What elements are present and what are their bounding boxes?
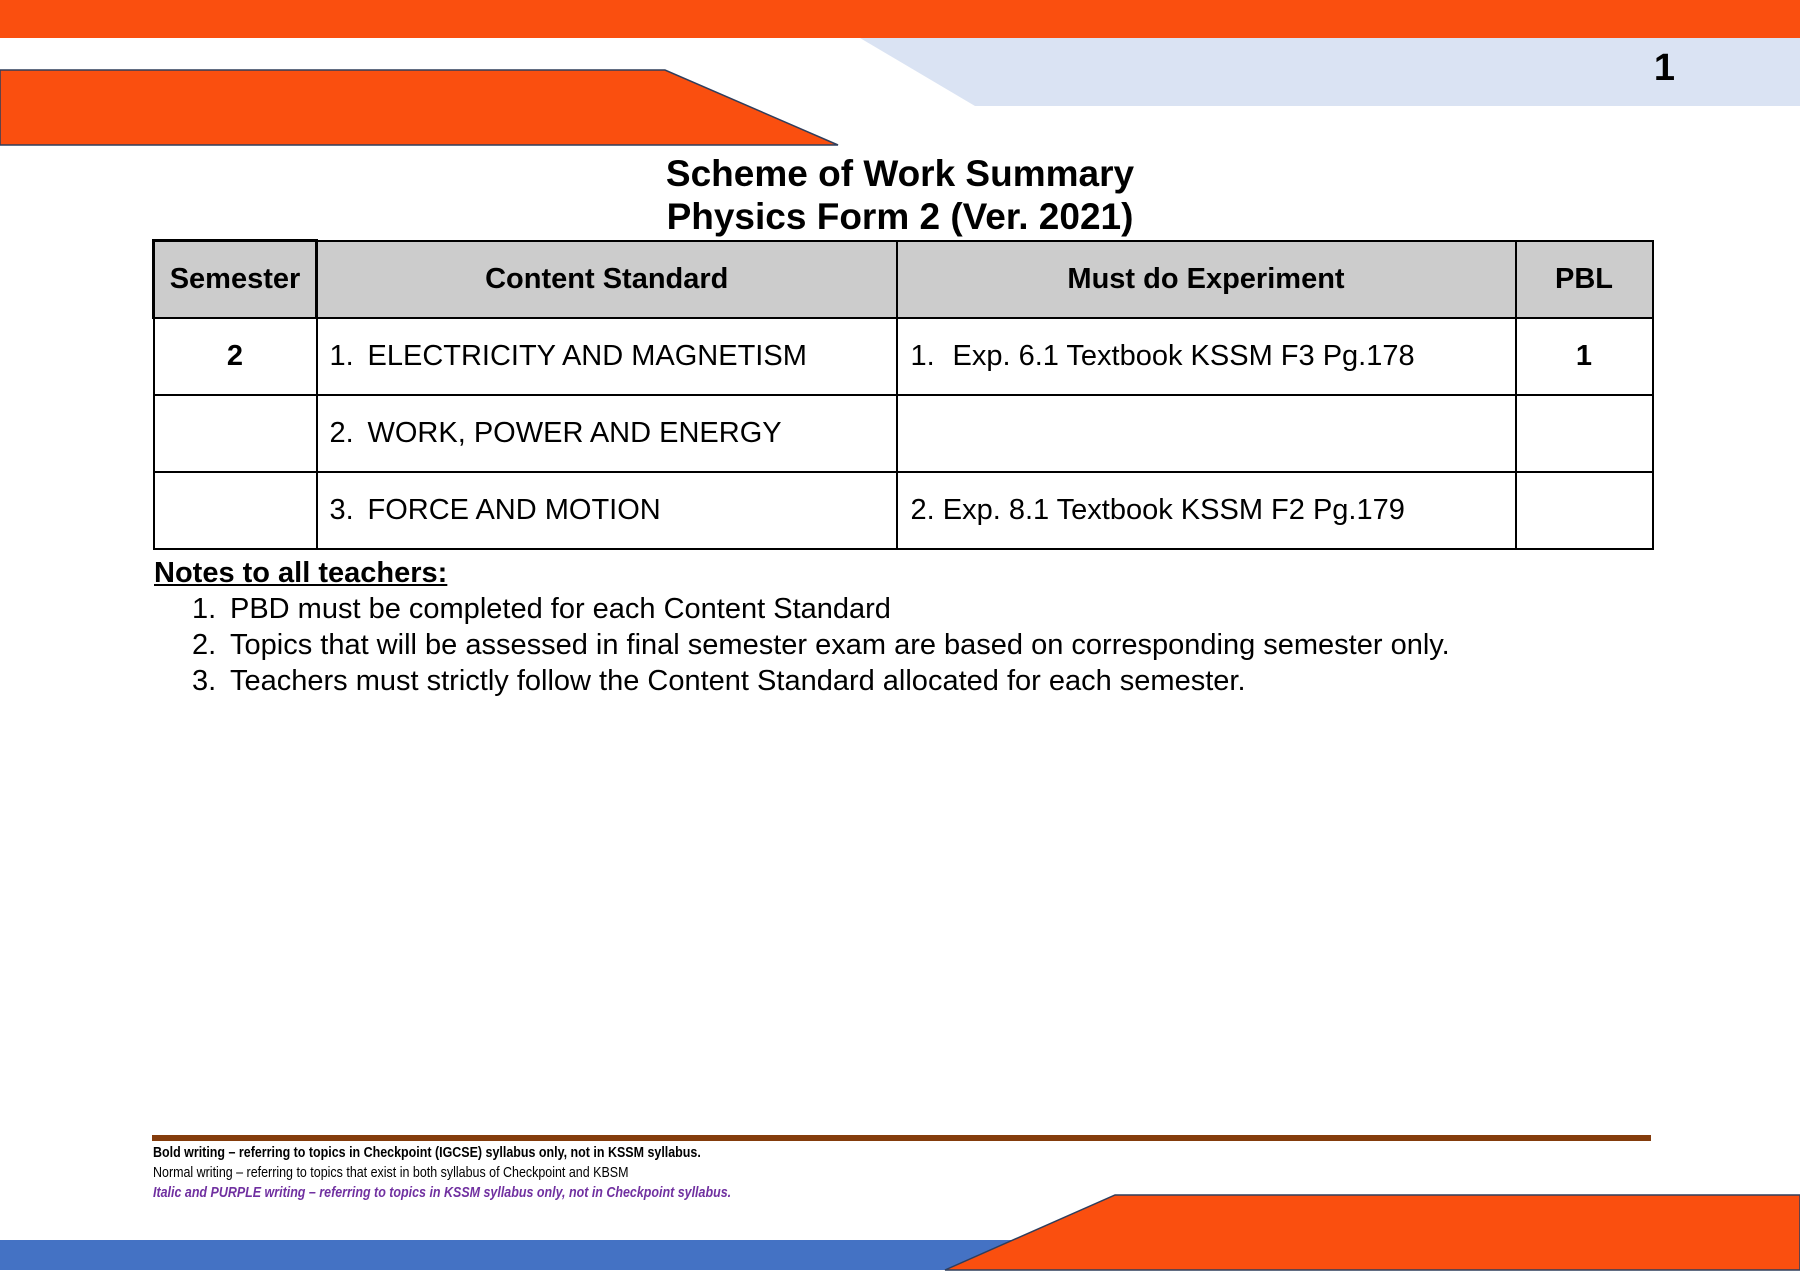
formatting-legend [153,1143,1271,1203]
semester-cell [154,395,317,472]
table-row [154,318,1653,395]
content-standard-cell [317,318,897,395]
footer-divider [152,1135,1651,1141]
pbl-cell [1516,472,1653,549]
pbl-cell [1516,395,1653,472]
experiment-cell: 2. Exp. 8.1 Textbook KSSM F2 Pg.179 [897,472,1516,549]
note-text: Teachers must strictly follow the Content Standard allocated for each semester. [230,665,1246,697]
content-number: 3. [329,494,354,526]
notes-heading: Notes to all teachers: [154,557,448,589]
content-text: FORCE AND MOTION [367,494,661,526]
note-number: 3. [192,665,217,697]
teacher-notes [154,555,1654,699]
experiment-cell [897,395,1516,472]
column-header-experiment: Must do Experiment [897,241,1516,319]
legend-bold-line: Bold writing – referring to topics in Checkpoint (IGCSE) syllabus only, not in KSSM syllabus. [153,1145,701,1161]
scheme-of-work-table [152,239,1654,550]
content-number: 1. [329,340,354,372]
top-orange-bar [0,0,1800,38]
list-item [154,627,1654,663]
experiment-number: 1. [910,340,935,372]
page-subtitle: Physics Form 2 (Ver. 2021) [666,196,1134,237]
note-text: PBD must be completed for each Content Standard [230,593,891,625]
content-standard-cell [317,472,897,549]
table-header-row [154,241,1653,319]
column-header-content-standard: Content Standard [317,241,897,319]
content-text: WORK, POWER AND ENERGY [367,417,782,449]
list-item [154,663,1654,699]
experiment-text: Exp. 6.1 Textbook KSSM F3 Pg.178 [952,340,1415,372]
content-text: ELECTRICITY AND MAGNETISM [367,340,807,372]
semester-cell: 2 [154,318,317,395]
semester-cell [154,472,317,549]
column-header-semester: Semester [154,241,317,319]
pbl-cell: 1 [1516,318,1653,395]
note-number: 2. [192,629,217,661]
bottom-right-orange-tab [945,1195,1800,1270]
content-standard-cell [317,395,897,472]
note-number: 1. [192,593,217,625]
column-header-pbl: PBL [1516,241,1653,319]
legend-italic-line: Italic and PURPLE writing – referring to topics in KSSM syllabus only, not in Checkpoint syllabus. [153,1185,732,1201]
content-number: 2. [329,417,354,449]
table-row [154,395,1653,472]
top-left-orange-tab [0,70,838,145]
table-row [154,472,1653,549]
page-title: Scheme of Work Summary [665,153,1135,194]
list-item [154,591,1654,627]
note-text: Topics that will be assessed in final semester exam are based on corresponding semester only. [230,629,1450,661]
notes-list [154,591,1654,699]
legend-normal-line: Normal writing – referring to topics that exist in both syllabus of Checkpoint and KBSM [153,1165,629,1181]
page-number: 1 [1653,47,1675,89]
experiment-cell [897,318,1516,395]
